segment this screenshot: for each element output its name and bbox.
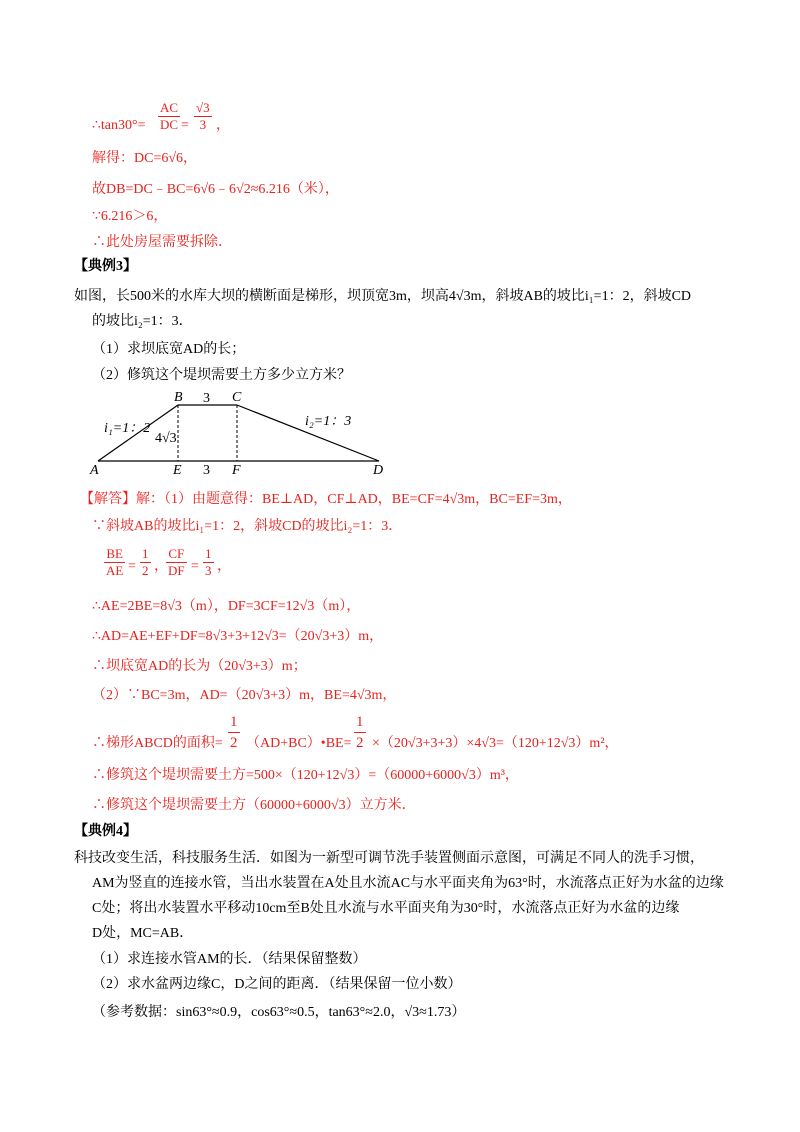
label-height: 4√3 (155, 431, 177, 446)
area-line-c: ×（20√3+3+3）×4√3=（120+12√3）m²， (372, 736, 619, 751)
example4-paragraph-1: 科技改变生活，科技服务生活．如图为一新型可调节洗手装置侧面示意图，可满足不同人的洗手习惯， (74, 851, 704, 866)
example3-paragraph-1: 如图，长500米的水库大坝的横断面是梯形，坝顶宽3m，坝高4√3m，斜坡AB的坡比i₁=1：2，斜坡CD (74, 289, 692, 304)
example3-paragraph-2: 的坡比i₂=1：3． (92, 314, 193, 329)
example3-heading: 【典例3】 (74, 259, 137, 274)
example4-reference-data: （参考数据：sin63°≈0.9，cos63°≈0.5，tan63°≈2.0，√3≈1.73） (92, 1005, 466, 1020)
solve-dc-line: 解得：DC=6√6， (92, 151, 198, 166)
fraction-half-1: $\frac{1}{2}$ (230, 714, 238, 751)
example4-heading: 【典例4】 (74, 824, 137, 839)
label-i2: i₂=1：3 (305, 414, 352, 429)
db-line: 故DB=DC﹣BC=6√6﹣6√2≈6.216（米）， (92, 182, 339, 197)
label-d: D (373, 463, 384, 478)
solution-line-10: ∴修筑这个堤坝需要土方（60000+6000√3）立方米． (92, 798, 416, 813)
fraction-1-3: $\frac{1}{3}$ (205, 546, 212, 578)
trapezoid-figure (86, 388, 396, 478)
solution-line-5: ∴AD=AE+EF+DF=8√3+3+12√3=（20√3+3）m， (92, 629, 384, 644)
solution-line-4: ∴AE=2BE=8√3（m），DF=3CF=12√3（m）， (92, 599, 361, 614)
solution-line-7: （2）∵BC=3m，AD=（20√3+3）m，BE=4√3m， (92, 688, 397, 703)
label-f: F (232, 463, 241, 478)
label-bottom-3: 3 (203, 463, 210, 478)
label-c: C (232, 390, 242, 405)
example3-question-1: （1）求坝底宽AD的长； (92, 342, 246, 357)
fraction-ac-dc: $\frac{AC}{DC}$ (160, 100, 179, 132)
example4-paragraph-4: D处，MC=AB． (92, 926, 194, 941)
comma: ， (217, 559, 231, 574)
conclusion-line: ∴此处房屋需要拆除． (92, 235, 232, 250)
label-a: A (90, 463, 99, 478)
compare-line: ∵6.216＞6， (92, 209, 168, 224)
tan30-label: ∴tan30°= (92, 118, 146, 133)
equals-sign: = (128, 559, 136, 574)
fraction-1-2: $\frac{1}{2}$ (142, 546, 149, 578)
comma: ， (154, 559, 168, 574)
example4-question-2: （2）求水盆两边缘C，D之间的距离．（结果保留一位小数） (92, 977, 462, 992)
fraction-be-ae: $\frac{BE}{AE}$ (106, 546, 124, 578)
fraction-half-2: $\frac{1}{2}$ (356, 714, 364, 751)
label-i1: i₁=1：2 (104, 421, 151, 436)
fraction-cf-df: $\frac{CF}{DF}$ (168, 546, 185, 578)
fraction-root3-over-3: $\frac{√3}{3}$ (196, 100, 210, 132)
example4-paragraph-3: C处；将出水装置水平移动10cm至B处且水流与水平面夹角为30°时，水流落点正好为水盆的边缘 (92, 901, 680, 916)
equals-sign: = (191, 559, 199, 574)
comma: ， (216, 118, 230, 133)
example4-question-1: （1）求连接水管AM的长．（结果保留整数） (92, 952, 367, 967)
area-line-a: ∴梯形ABCD的面积= (92, 736, 223, 751)
label-e: E (173, 463, 182, 478)
solution-line-9: ∴修筑这个堤坝需要土方=500×（120+12√3）=（60000+6000√3）m³， (92, 768, 519, 783)
solution-line-1: 【解答】解：（1）由题意得：BE⊥AD，CF⊥AD，BE=CF=4√3m，BC=EF=3m， (80, 492, 572, 507)
example4-paragraph-2: AM为竖直的连接水管，当出水装置在A处且水流AC与水平面夹角为63°时，水流落点正好为水盆的边缘 (92, 876, 724, 891)
solution-line-2: ∵斜坡AB的坡比i₁=1：2，斜坡CD的坡比i₂=1：3． (92, 519, 403, 534)
label-top-3: 3 (203, 391, 210, 406)
label-b: B (174, 390, 183, 405)
area-line-b: （AD+BC）•BE= (246, 736, 352, 751)
solution-line-6: ∴坝底宽AD的长为（20√3+3）m； (92, 659, 307, 674)
equals-sign: = (181, 118, 189, 133)
tan30-line (92, 116, 146, 136)
example3-question-2: （2）修筑这个堤坝需要土方多少立方米？ (92, 368, 351, 383)
